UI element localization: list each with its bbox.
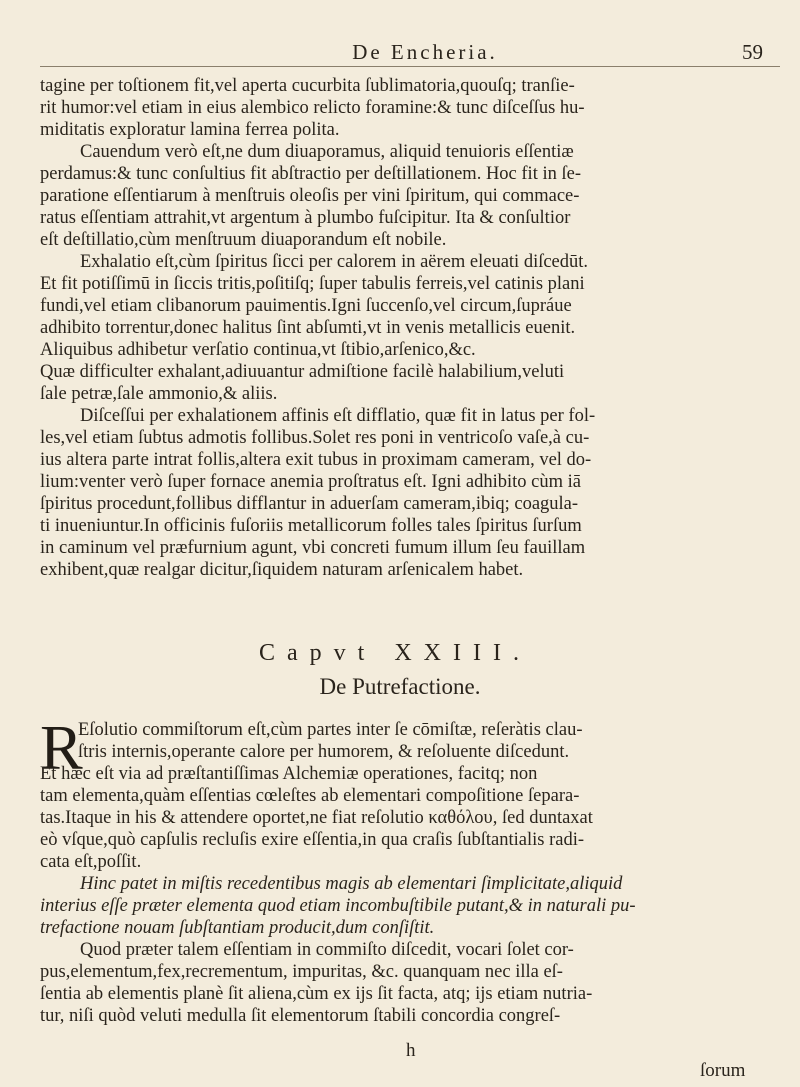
text-line: eò vſque,quò capſulis recluſis exire eſſentia,in qua craſis ſubſtantialis radi- (40, 830, 585, 850)
italic-line: interius eſſe præter elementa quod etiam incombuſtibile putant,& in naturali pu- (40, 896, 636, 916)
text-line: les,vel etiam ſubtus admotis follibus.Solet res poni in ventricoſo vaſe,à cu- (40, 428, 590, 448)
text-line: exhibent,quæ realgar dicitur,ſiquidem naturam arſenicalem habet. (40, 560, 524, 580)
text-line: ti inueniuntur.In officinis fuſoriis metallicorum folles tales ſpiritus ſurſum (40, 516, 582, 536)
page-number: 59 (742, 40, 763, 64)
text-line: Et fit potiſſimū in ſiccis tritis,poſitiſq; ſuper tabulis ferreis,vel catinis plani (40, 274, 585, 294)
running-header: De Encheria. (352, 40, 498, 64)
text-line: Aliquibus adhibetur verſatio continua,vt ſtibio,arſenico,&c. (40, 340, 476, 360)
text-line: tas.Itaque in his & attendere oportet,ne fiat reſolutio καθόλου, ſed duntaxat (40, 808, 593, 828)
text-line: eſt deſtillatio,cùm menſtruum diuaporandum eſt nobile. (40, 230, 447, 250)
text-line: lium:venter verò ſuper fornace anemia proſtratus eſt. Igni adhibito cùm iā (40, 472, 581, 492)
text-line: Diſceſſui per exhalationem affinis eſt difflatio, quæ fit in latus per fol- (80, 406, 596, 426)
header-rule (40, 66, 780, 67)
text-line: Cauendum verò eſt,ne dum diuaporamus, aliquid tenuioris eſſentiæ (80, 142, 574, 162)
text-line: Quæ difficulter exhalant,adiuuantur admiſtione facilè halabilium,veluti (40, 362, 565, 382)
signature-mark: h (406, 1040, 416, 1061)
text-line: miditatis exploratur lamina ferrea polita. (40, 120, 340, 140)
text-line: ſale petræ,ſale ammonio,& aliis. (40, 384, 278, 404)
text-line: cata eſt,poſſit. (40, 852, 142, 872)
catchword: ſorum (700, 1060, 746, 1081)
text-line: tam elementa,quàm eſſentias cœleſtes ab elementari compoſitione ſepara- (40, 786, 580, 806)
text-line: Exhalatio eſt,cùm ſpiritus ſicci per calorem in aërem eleuati diſcedūt. (80, 252, 589, 272)
text-line: tagine per toſtionem fit,vel aperta cucurbita ſublimatoria,quouſq; tranſie- (40, 76, 575, 96)
italic-line: Hinc patet in miſtis recedentibus magis ab elementari ſimplicitate,aliquid (80, 874, 623, 894)
text-line: ratus eſſentiam attrahit,vt argentum à plumbo fuſcipitur. Ita & conſultior (40, 208, 571, 228)
text-line: adhibito torrentur,donec halitus ſint abſumti,vt in venis metallicis euenit. (40, 318, 576, 338)
text-line: in caminum vel præfurnium agunt, vbi concreti fumum illum ſeu fauillam (40, 538, 586, 558)
text-line: rit humor:vel etiam in eius alembico relicto foramine:& tunc diſceſſus hu- (40, 98, 585, 118)
chapter-heading: Capvt XXIII. (259, 640, 531, 666)
drop-cap: R (40, 712, 83, 783)
text-line: ſpiritus procedunt,follibus difflantur in aduerſam cameram,ibiq; coagula- (40, 494, 579, 514)
italic-line: trefactione nouam ſubſtantiam producit,dum conſiſtit. (40, 918, 435, 938)
text-line: Et hæc eſt via ad præſtantiſſimas Alchemiæ operationes, facitq; non (40, 764, 538, 784)
text-line: ſentia ab elementis planè ſit aliena,cùm ex ijs ſit facta, atq; ijs etiam nutria- (40, 984, 593, 1004)
text-line: fundi,vel etiam clibanorum pauimentis.Igni ſuccenſo,vel circum,ſupráue (40, 296, 572, 316)
text-line: pus,elementum,fex,recrementum, impuritas, &c. quanquam nec illa eſ- (40, 962, 563, 982)
text-line: ius altera parte intrat follis,altera exit tubus in proximam cameram, vel do- (40, 450, 592, 470)
text-line: Eſolutio commiſtorum eſt,cùm partes inter ſe cōmiſtæ, reſeràtis clau- (78, 720, 583, 740)
text-line: ſtris internis,operante calore per humorem, & reſoluente diſcedunt. (78, 742, 570, 762)
text-line: paratione eſſentiarum à menſtruis oleoſis per vini ſpiritum, qui commace- (40, 186, 580, 206)
text-line: Quod præter talem eſſentiam in commiſto diſcedit, vocari ſolet cor- (80, 940, 574, 960)
text-line: tur, niſi quòd veluti medulla ſit elementorum ſtabili concordia congreſ- (40, 1006, 561, 1026)
text-line: perdamus:& tunc conſultius fit abſtractio per deſtillationem. Hoc fit in ſe- (40, 164, 581, 184)
chapter-subtitle: De Putrefactione. (319, 674, 481, 699)
